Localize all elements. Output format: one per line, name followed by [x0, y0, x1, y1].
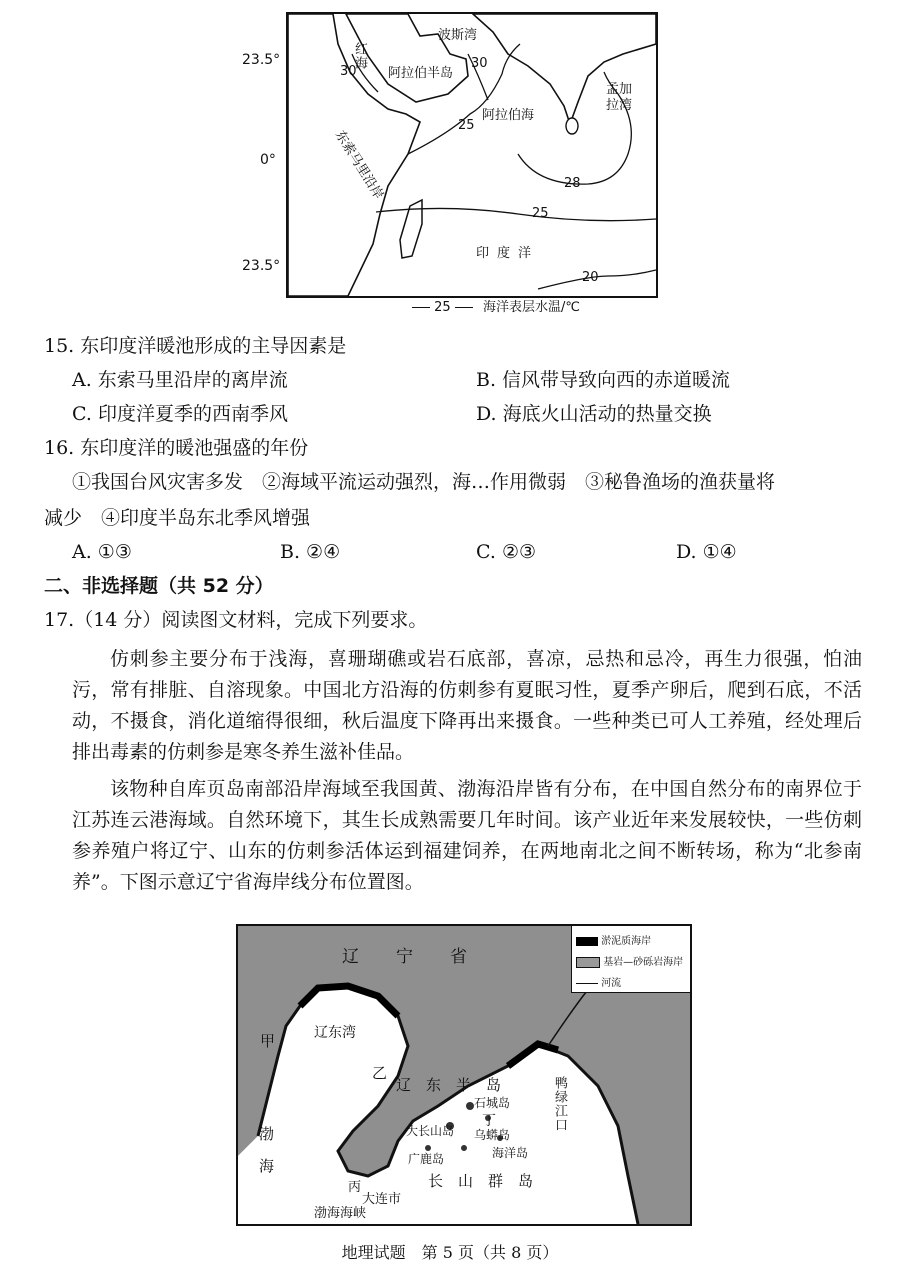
province-label: 辽 宁 省 — [342, 947, 477, 967]
q17-paragraph-2: 该物种自库页岛南部沿岸海域至我国黄、渤海沿岸皆有分布，在中国自然分布的南界位于江苏连云港海域。自然环境下，其生长成熟需要几年时间。该产业近年来发展较快，一些仿刺参养殖户将辽宁、山东的仿刺参活体运到福建饲养，在两地南北之间不断转场，称为“北参南养”。下图示意辽宁省海岸线分布位置图。 — [72, 778, 862, 893]
q16-statements-line2: 减少 ④印度半岛东北季风增强 — [44, 507, 311, 529]
q16-option-b: B. ②④ — [280, 541, 341, 563]
legend-rocky-coast: 基岩—砂砾岩海岸 — [603, 957, 684, 968]
q17-stem: 17.（14 分）阅读图文材料，完成下列要求。 — [44, 609, 428, 631]
shicheng-island-label: 石城岛 — [474, 1096, 511, 1110]
isotherm-label-25b: 25 — [532, 206, 549, 221]
changshan-islands-label: 长 山 群 岛 — [428, 1172, 534, 1190]
lat-label-equator: 0° — [260, 152, 276, 168]
indian-ocean-label: 印度洋 — [476, 246, 540, 261]
liaoning-coast-map — [236, 924, 692, 1226]
q16-option-c: C. ②③ — [476, 541, 537, 563]
q16-stem: 16. 东印度洋的暖池强盛的年份 — [44, 437, 309, 459]
bohai-label: 渤 海 — [257, 1126, 275, 1174]
liaodong-peninsula-label: 辽 东 半 岛 — [396, 1076, 502, 1094]
q15-option-d: D. 海底火山活动的热量交换 — [476, 403, 712, 425]
isotherm-label-30b: 30 — [471, 56, 488, 71]
indian-ocean-map — [286, 12, 658, 298]
q15-stem: 15. 东印度洋暖池形成的主导因素是 — [44, 335, 347, 357]
isotherm-label-20: 20 — [582, 270, 599, 285]
isotherm-legend — [412, 296, 580, 315]
wuli-island-label: 乌蟒岛 — [474, 1128, 511, 1142]
q16-option-d: D. ①④ — [676, 541, 737, 563]
bohai-strait-label: 渤海海峡 — [314, 1206, 367, 1221]
isotherm-label-25a: 25 — [458, 118, 475, 133]
q16-statements-line1: ①我国台风灾害多发 ②海域平流运动强烈，海…作用微弱 ③秘鲁渔场的渔获量将 — [72, 471, 776, 493]
dalian-label: 大连市 — [362, 1192, 402, 1207]
legend-label: 海洋表层水温/℃ — [482, 300, 580, 315]
q15-option-c: C. 印度洋夏季的西南季风 — [72, 403, 288, 425]
q15-option-a: A. 东索马里沿岸的离岸流 — [72, 369, 288, 391]
legend-value: 25 — [434, 300, 451, 315]
liaodong-bay-label: 辽东湾 — [314, 1025, 356, 1041]
label-yi: 乙 — [372, 1064, 388, 1082]
yalu-mouth-label: 鸭绿江口 — [552, 1076, 567, 1132]
q17-paragraph-1: 仿刺参主要分布于浅海，喜珊瑚礁或岩石底部，喜凉，忌热和忌冷，再生力很强，怕油污，常有排脏、自溶现象。中国北方沿海的仿刺参有夏眠习性，夏季产卵后，爬到石底，不活动，不摄食，消化道缩得很细，秋后温度下降再出来摄食。一些种类已可人工养殖，经处理后排出毒素的仿刺参是寒冬养生滋补佳品。 — [72, 648, 862, 763]
label-bing: 丙 — [348, 1180, 362, 1195]
red-sea-label: 红海 — [352, 42, 367, 70]
guanglu-island-label: 广鹿岛 — [408, 1152, 445, 1166]
label-jia: 甲 — [260, 1032, 276, 1050]
bay-of-bengal-label: 孟加拉湾 — [606, 82, 633, 113]
q16-option-a: A. ①③ — [72, 541, 132, 563]
section-heading: 二、非选择题（共 52 分） — [44, 575, 274, 597]
lat-label-south: 23.5° — [242, 258, 281, 274]
arabian-sea-label: 阿拉伯海 — [482, 108, 535, 123]
label-ding: 丁 — [482, 1113, 496, 1129]
isotherm-label-28: 28 — [564, 176, 581, 191]
isotherm-label-30a: 30 — [340, 64, 357, 79]
dachangshan-island-label: 大长山岛 — [406, 1124, 455, 1138]
dalu-island-label: 大鹿岛 — [506, 1076, 543, 1090]
lat-label-north: 23.5° — [242, 52, 281, 68]
legend-muddy-coast: 淤泥质海岸 — [601, 936, 652, 947]
q15-option-b: B. 信风带导致向西的赤道暖流 — [476, 369, 731, 391]
map2-legend — [571, 926, 690, 993]
east-somali-coast-label: 东索马里沿岸 — [331, 128, 386, 203]
haiyang-island-label: 海洋岛 — [492, 1146, 529, 1160]
legend-river: 河流 — [601, 978, 622, 989]
arabian-peninsula-label: 阿拉伯半岛 — [388, 66, 454, 81]
persian-gulf-label: 波斯湾 — [438, 28, 478, 43]
page-footer: 地理试题 第 5 页（共 8 页） — [341, 1243, 559, 1262]
